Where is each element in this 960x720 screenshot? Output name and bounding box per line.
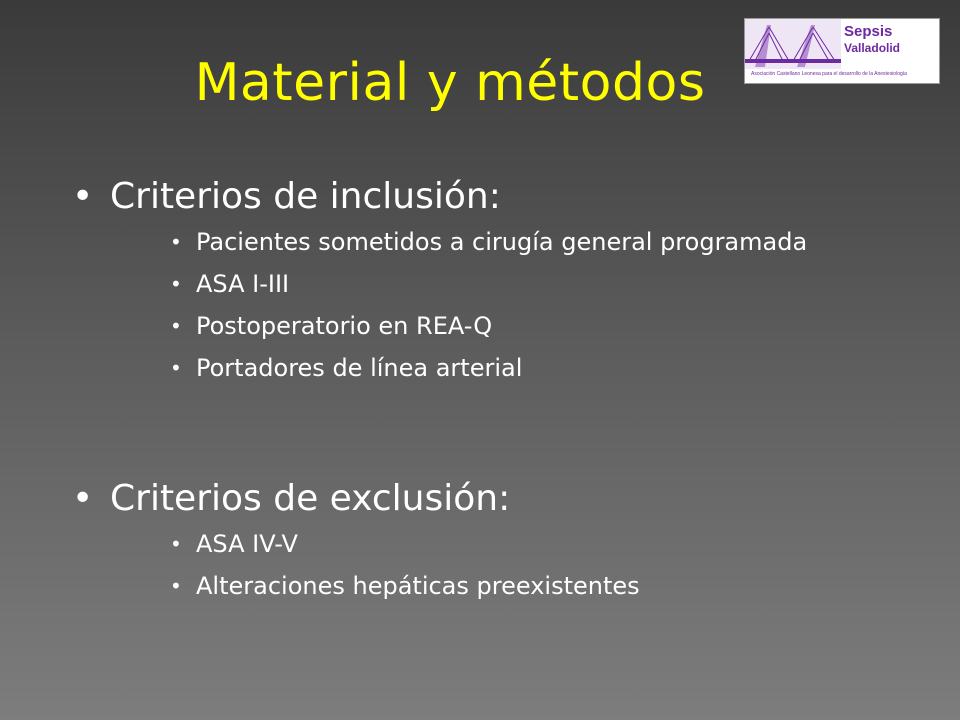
list-item [170,310,866,342]
bullet-icon: • [72,478,94,519]
inclusion-criteria-section [70,172,910,394]
list-item-text: Alteraciones hepáticas preexistentes [196,572,640,600]
exclusion-heading [70,474,910,524]
bullet-icon: • [170,230,182,254]
list-item-text: Postoperatorio en REA-Q [196,312,493,340]
list-item [170,570,866,602]
slide-title: Material y métodos [194,53,706,113]
inclusion-list [70,226,910,384]
bullet-icon: • [170,356,182,380]
list-item-text: Pacientes sometidos a cirugía general programada [196,228,808,256]
list-item-text: Portadores de línea arterial [196,354,523,382]
logo-name-line1: Sepsis [844,23,893,40]
bullet-icon: • [72,176,94,217]
list-item [170,352,866,384]
list-item [170,226,866,258]
list-item [170,528,866,560]
inclusion-heading-text: Criterios de inclusión: [110,176,501,217]
bullet-icon: • [170,314,182,338]
logo-name-line2: Valladolid [844,41,901,55]
list-item-text: ASA IV-V [196,530,298,558]
bullet-icon: • [170,574,182,598]
inclusion-heading [70,172,910,222]
list-item-text: ASA I-III [196,270,290,298]
logo-tagline: Asociación Castellano Leonesa para el desarrollo de la Anestesiología [751,71,907,77]
exclusion-heading-text: Criterios de exclusión: [110,478,511,519]
sepsis-valladolid-logo [744,18,940,84]
list-item [170,268,866,300]
exclusion-criteria-section [70,474,910,612]
bullet-icon: • [170,532,182,556]
exclusion-list [70,528,910,602]
bullet-icon: • [170,272,182,296]
